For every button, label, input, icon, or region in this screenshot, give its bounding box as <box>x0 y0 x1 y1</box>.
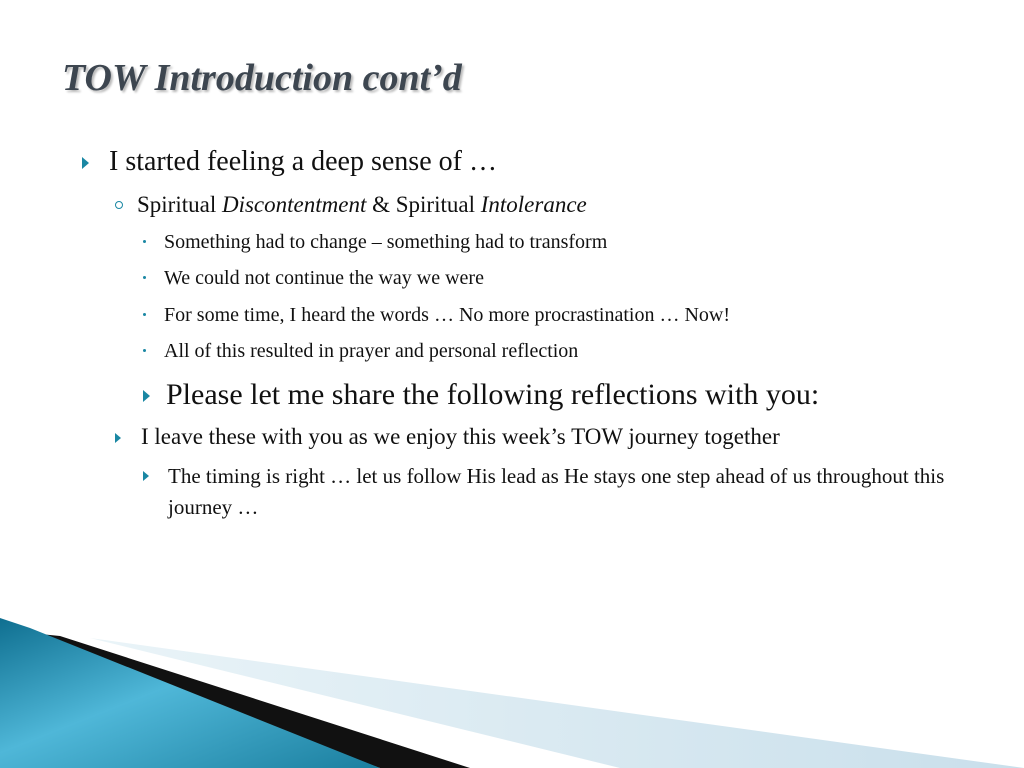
dot-bullet-icon <box>143 240 146 243</box>
dot-bullet-icon <box>143 276 146 279</box>
bullet-text: I started feeling a deep sense of … <box>109 146 497 177</box>
triangle-bullet-icon <box>115 433 121 443</box>
bullet-text: The timing is right … let us follow His lead as He stays one step ahead of us throughout this journey … <box>168 464 945 519</box>
bullet-item <box>82 146 497 178</box>
triangle-bullet-icon <box>82 157 89 169</box>
bullet-text-emphasis: Intolerance <box>480 192 587 217</box>
bullet-item <box>143 461 973 523</box>
bullet-text-part: Spiritual <box>137 192 222 217</box>
bullet-text-emphasis: Discontentment <box>221 192 367 217</box>
bullet-text: For some time, I heard the words … No more procrastination … Now! <box>164 304 730 326</box>
triangle-bullet-icon <box>143 390 150 402</box>
footer-swoosh-graphic <box>0 618 1024 768</box>
ring-bullet-icon <box>115 201 123 209</box>
triangle-bullet-icon <box>143 471 149 481</box>
bullet-text <box>137 192 587 218</box>
bullet-text: Something had to change – something had to transform <box>164 231 608 253</box>
dot-bullet-icon <box>143 349 146 352</box>
slide-title: TOW Introduction cont’d <box>62 57 462 99</box>
bullet-text: All of this resulted in prayer and personal reflection <box>164 340 579 362</box>
bullet-item <box>115 424 780 450</box>
bullet-item <box>143 267 484 290</box>
bullet-item <box>115 192 587 218</box>
bullet-text: We could not continue the way we were <box>164 267 484 289</box>
bullet-text: Please let me share the following reflections with you: <box>166 378 820 411</box>
dot-bullet-icon <box>143 313 146 316</box>
bullet-item <box>143 231 607 254</box>
bullet-text-part: & Spiritual <box>366 192 481 217</box>
bullet-text: I leave these with you as we enjoy this week’s TOW journey together <box>141 424 780 449</box>
bullet-item <box>143 304 730 327</box>
bullet-item <box>143 378 819 412</box>
bullet-item <box>143 340 578 363</box>
